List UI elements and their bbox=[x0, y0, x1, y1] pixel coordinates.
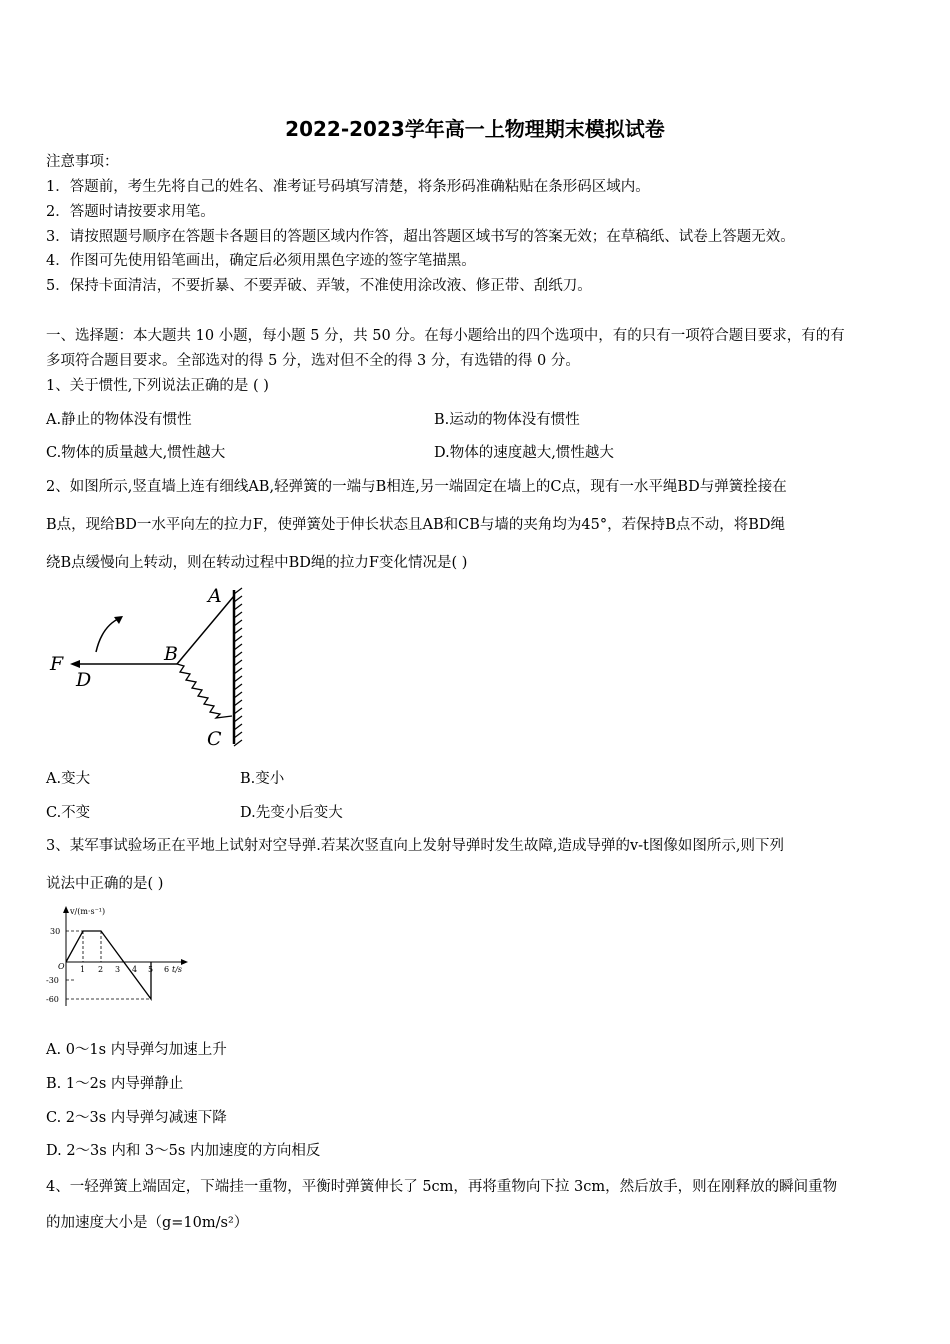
q2-option-b: B.变小 bbox=[240, 771, 285, 787]
q3-option-b: B. 1～2s 内导弹静止 bbox=[46, 1076, 184, 1092]
notice-item-5: 5．保持卡面清洁，不要折暴、不要弄破、弄皱，不准使用涂改液、修正带、刮纸刀。 bbox=[46, 278, 592, 294]
rotation-arrow bbox=[96, 618, 120, 652]
y-tick-neg30: -30 bbox=[46, 976, 59, 985]
v-axis-label: v/(m·s⁻¹) bbox=[70, 907, 106, 916]
section-intro-line2: 多项符合题目要求。全部选对的得 5 分，选对但不全的得 3 分，有选错的得 0 分。 bbox=[46, 353, 580, 369]
q2-option-d: D.先变小后变大 bbox=[240, 805, 343, 821]
x-tick-1: 1 bbox=[80, 965, 86, 974]
x-tick-5: 5 bbox=[148, 965, 154, 974]
q3-stem-line2: 说法中正确的是( ) bbox=[46, 876, 164, 892]
label-f: F bbox=[50, 653, 64, 675]
notice-item-2: 2．答题时请按要求用笔。 bbox=[46, 204, 215, 220]
q2-stem-line1: 2、如图所示,竖直墙上连有细线AB,轻弹簧的一端与B相连,另一端固定在墙上的C点，现有一水平绳BD与弹簧拴接在 bbox=[46, 479, 787, 495]
q2-option-a: A.变大 bbox=[46, 771, 91, 787]
q3-vt-graph bbox=[44, 902, 194, 1010]
y-tick-30: 30 bbox=[50, 927, 61, 936]
q2-option-c: C.不变 bbox=[46, 805, 91, 821]
label-b: B bbox=[164, 643, 178, 665]
label-a: A bbox=[208, 585, 222, 607]
label-c: C bbox=[207, 728, 222, 750]
q1-option-d: D.物体的速度越大,惯性越大 bbox=[434, 445, 614, 461]
q2-figure bbox=[44, 582, 254, 752]
q1-stem: 1、关于惯性,下列说法正确的是 ( ) bbox=[46, 378, 269, 394]
q3-option-d: D. 2～3s 内和 3～5s 内加速度的方向相反 bbox=[46, 1143, 321, 1159]
notice-item-3: 3．请按照题号顺序在答题卡各题目的答题区域内作答，超出答题区域书写的答案无效；在草稿纸、试卷上答题无效。 bbox=[46, 229, 795, 245]
spring-bc bbox=[177, 664, 232, 718]
force-arrow-head bbox=[70, 660, 80, 668]
notice-item-1: 1．答题前，考生先将自己的姓名、准考证号码填写清楚，将条形码准确粘贴在条形码区域内。 bbox=[46, 179, 650, 195]
q4-stem-line1: 4、一轻弹簧上端固定，下端挂一重物，平衡时弹簧伸长了 5cm，再将重物向下拉 3cm，然后放手，则在刚释放的瞬间重物 bbox=[46, 1179, 838, 1195]
q1-option-a: A.静止的物体没有惯性 bbox=[46, 412, 192, 428]
q2-stem-line2: B点，现给BD一水平向左的拉力F，使弹簧处于伸长状态且AB和CB与墙的夹角均为45°，若保持B点不动，将BD绳 bbox=[46, 517, 786, 533]
string-ab bbox=[177, 596, 234, 664]
notice-heading: 注意事项： bbox=[46, 154, 119, 170]
t-axis-label: t/s bbox=[172, 965, 183, 974]
y-tick-neg60: -60 bbox=[46, 995, 59, 1004]
notice-item-4: 4．作图可先使用铅笔画出，确定后必须用黑色字迹的签字笔描黑。 bbox=[46, 253, 476, 269]
q1-option-c: C.物体的质量越大,惯性越大 bbox=[46, 445, 226, 461]
q4-stem-line2: 的加速度大小是（g=10m/s²） bbox=[46, 1215, 249, 1231]
section-intro-line1: 一、选择题：本大题共 10 小题，每小题 5 分，共 50 分。在每小题给出的四个选项中，有的只有一项符合题目要求，有的有 bbox=[46, 328, 845, 344]
velocity-line bbox=[66, 931, 154, 999]
t-axis-arrow bbox=[181, 959, 188, 965]
q3-stem-line1: 3、某军事试验场正在平地上试射对空导弹.若某次竖直向上发射导弹时发生故障,造成导弹的v-t图像如图所示,则下列 bbox=[46, 838, 784, 854]
label-d: D bbox=[76, 669, 92, 691]
origin-label: O bbox=[58, 962, 65, 971]
v-axis-arrow bbox=[63, 906, 69, 913]
page-title: 2022-2023学年高一上物理期末模拟试卷 bbox=[285, 117, 665, 141]
x-tick-6: 6 bbox=[164, 965, 170, 974]
x-tick-4: 4 bbox=[132, 965, 138, 974]
q1-option-b: B.运动的物体没有惯性 bbox=[434, 412, 580, 428]
q2-stem-line3: 绕B点缓慢向上转动，则在转动过程中BD绳的拉力F变化情况是( ) bbox=[46, 555, 468, 571]
q3-option-a: A. 0～1s 内导弹匀加速上升 bbox=[46, 1042, 227, 1058]
x-tick-3: 3 bbox=[115, 965, 121, 974]
q3-option-c: C. 2～3s 内导弹匀减速下降 bbox=[46, 1110, 227, 1126]
x-tick-2: 2 bbox=[98, 965, 104, 974]
